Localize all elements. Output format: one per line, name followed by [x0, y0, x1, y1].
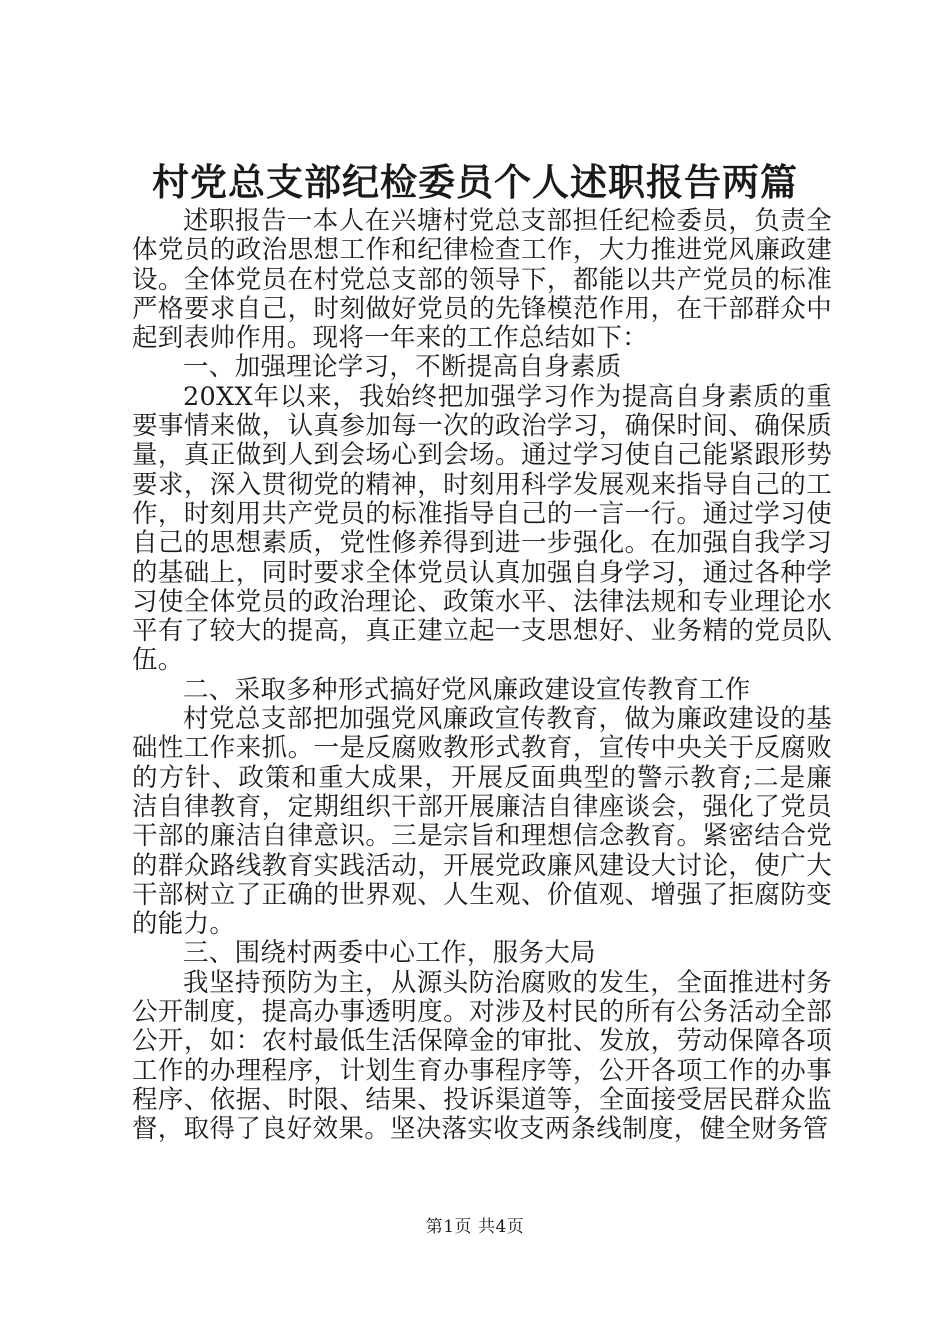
- document-title: 村党总支部纪检委员个人述职报告两篇: [152, 160, 798, 204]
- section-heading-3: 三、围绕村两委中心工作，服务大局: [183, 938, 596, 969]
- intro-paragraph: 述职报告一本人在兴塘村党总支部担任纪检委员，负责全体党员的政治思想工作和纪律检查工作，大力推进党风廉政建设。全体党员在村党总支部的领导下，都能以共产党员的标准严格要求自己，时刻做好党员的先锋模范作用，在干部群众中起到表帅作用。现将一年来的工作总结如下：: [132, 206, 832, 354]
- section-heading-2: 二、采取多种形式搞好党风廉政建设宣传教育工作: [183, 674, 751, 705]
- section-heading-1: 一、加强理论学习，不断提高自身素质: [183, 352, 622, 383]
- section-paragraph-3: 我坚持预防为主，从源头防治腐败的发生，全面推进村务公开制度，提高办事透明度。对涉及村民的所有公务活动全部公开，如：农村最低生活保障金的审批、发放，劳动保障各项工作的办理程序，计划生育办事程序等，公开各项工作的办事程序、依据、时限、结果、投诉渠道等，全面接受居民群众监督，取得了良好效果。坚决落实收支两条线制度，健全财务管: [132, 967, 832, 1145]
- section-paragraph-2: 村党总支部把加强党风廉政宣传教育，做为廉政建设的基础性工作来抓。一是反腐败教形式教育，宣传中央关于反腐败的方针、政策和重大成果，开展反面典型的警示教育;二是廉洁自律教育，定期组织干部开展廉洁自律座谈会，强化了党员干部的廉洁自律意识。三是宗旨和理想信念教育。紧密结合党的群众路线教育实践活动，开展党政廉风建设大讨论，使广大干部树立了正确的世界观、人生观、价值观、增强了拒腐防变的能力。: [132, 704, 832, 940]
- section-paragraph-1: 20XX年以来，我始终把加强学习作为提高自身素质的重要事情来做，认真参加每一次的政治学习，确保时间、确保质量，真正做到人到会场心到会场。通过学习使自己能紧跟形势要求，深入贯彻党的精神，时刻用科学发展观来指导自己的工作，时刻用共产党员的标准指导自己的一言一行。通过学习使自己的思想素质，党性修养得到进一步强化。在加强自我学习的基础上，同时要求全体党员认真加强自身学习，通过各种学习使全体党员的政治理论、政策水平、法律法规和专业理论水平有了较大的提高，真正建立起一支思想好、业务精的党员队伍。: [132, 381, 832, 676]
- document-body: [132, 207, 832, 1145]
- page-footer: 第1页 共4页: [425, 1217, 525, 1237]
